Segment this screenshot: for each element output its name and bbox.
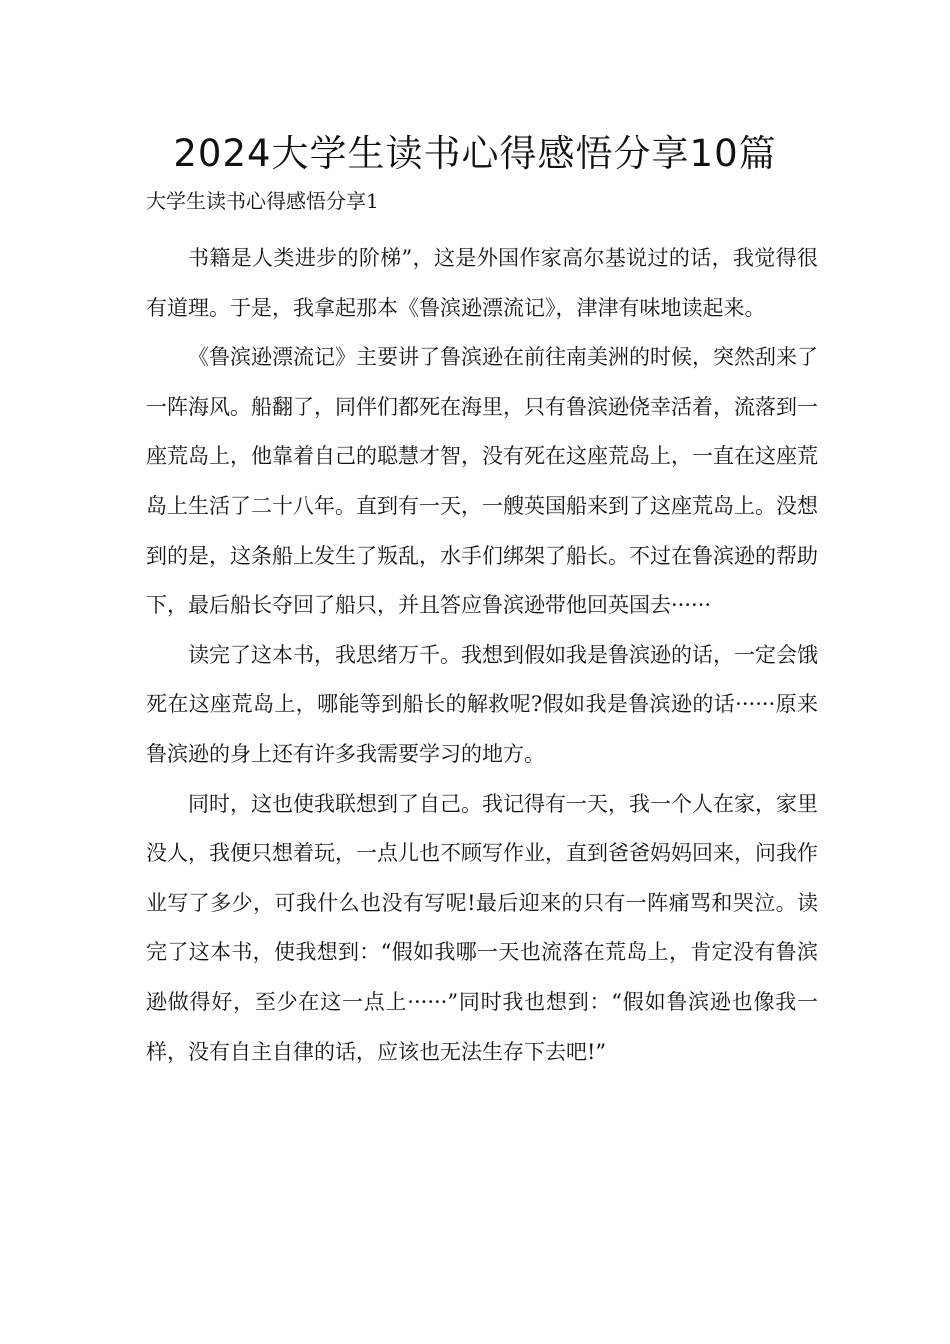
document-title: 2024大学生读书心得感悟分享10篇	[173, 132, 777, 175]
paragraph: 《鲁滨逊漂流记》主要讲了鲁滨逊在前往南美洲的时候，突然刮来了一阵海风。船翻了，同伴们都死在海里，只有鲁滨逊侥幸活着，流落到一座荒岛上，他靠着自己的聪慧才智，没有死在这座荒岛上，一直在这座荒岛上生活了二十八年。直到有一天，一艘英国船来到了这座荒岛上。没想到的是，这条船上发生了叛乱，水手们绑架了船长。不过在鲁滨逊的帮助下，最后船长夺回了船只，并且答应鲁滨逊带他回英国去······	[146, 345, 818, 618]
paragraph: 读完了这本书，我思绪万千。我想到假如我是鲁滨逊的话，一定会饿死在这座荒岛上，哪能等到船长的解救呢?假如我是鲁滨逊的话······原来鲁滨逊的身上还有许多我需要学习的地方。	[146, 642, 818, 766]
document-body	[146, 234, 818, 1077]
paragraph: 同时，这也使我联想到了自己。我记得有一天，我一个人在家，家里没人，我便只想着玩，一点儿也不顾写作业，直到爸爸妈妈回来，问我作业写了多少，可我什么也没有写呢!最后迎来的只有一阵痛骂和哭泣。读完了这本书，使我想到：“假如我哪一天也流落在荒岛上，肯定没有鲁滨逊做得好，至少在这一点上······”同时我也想到：“假如鲁滨逊也像我一样，没有自主自律的话，应该也无法生存下去吧!”	[146, 791, 818, 1064]
section-heading: 大学生读书心得感悟分享1	[146, 189, 379, 213]
paragraph: 书籍是人类进步的阶梯”，这是外国作家高尔基说过的话，我觉得很有道理。于是，我拿起那本《鲁滨逊漂流记》，津津有味地读起来。	[146, 246, 818, 320]
